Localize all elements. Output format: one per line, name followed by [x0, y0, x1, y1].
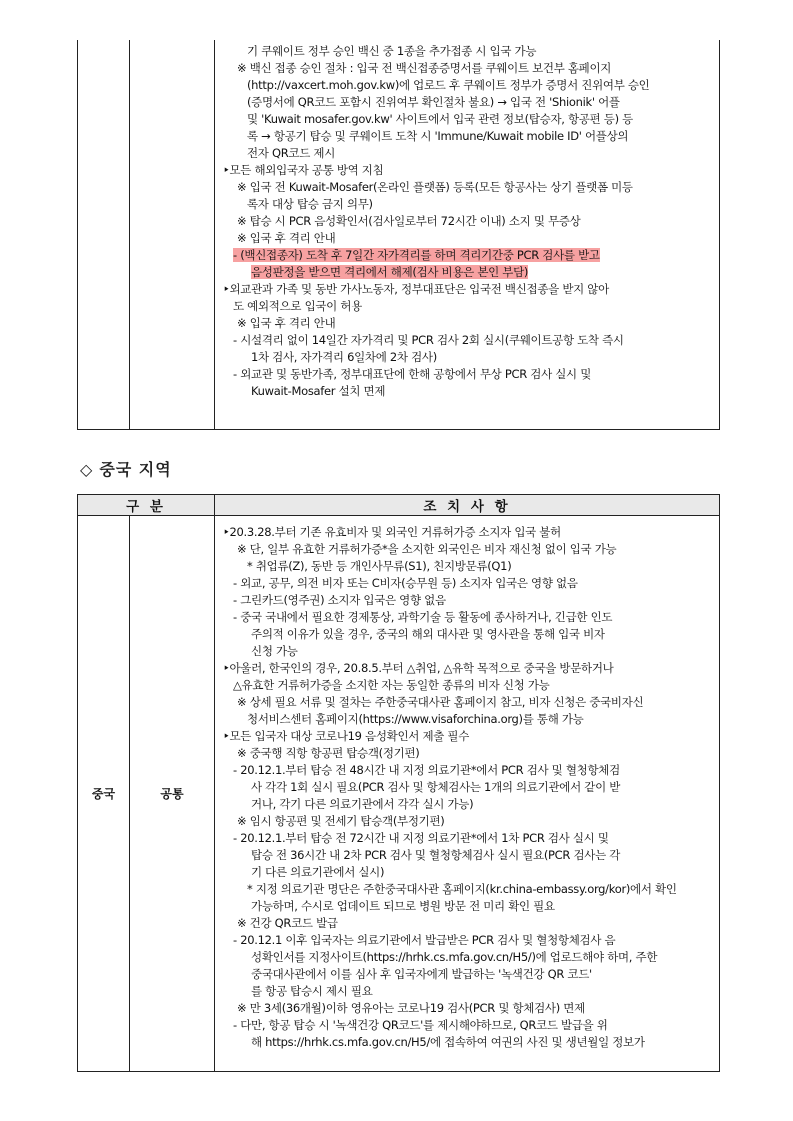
text-line [223, 196, 711, 213]
text-line [223, 915, 711, 932]
line-text: ‣모든 입국자 대상 코로나19 음성확인서 제출 필수 [223, 729, 470, 743]
line-text: - 시설격리 없이 14일간 자가격리 및 PCR 검사 2회 실시(쿠웨이트공항 도착 즉시 [233, 333, 624, 347]
line-text: ※ 입국 후 격리 안내 [237, 231, 336, 245]
text-line [223, 128, 711, 145]
line-text: 1차 검사, 자가격리 6일차에 2차 검사) [251, 350, 437, 364]
line-text: ※ 상세 필요 서류 및 절차는 주한중국대사관 홈페이지 참고, 비자 신청은 중국비자신 [237, 695, 644, 709]
header-measures: 조 치 사 항 [215, 495, 720, 516]
line-text: ※ 임시 항공편 및 전세기 탑승객(부정기편) [237, 814, 445, 828]
text-line [223, 660, 711, 677]
text-line [223, 94, 711, 111]
china-measures-table [77, 494, 720, 1072]
line-text: ‣아울러, 한국인의 경우, 20.8.5.부터 △취업, △유학 목적으로 중국을 방문하거나 [223, 661, 614, 675]
text-line [223, 162, 711, 179]
text-line [223, 60, 711, 77]
line-text: ※ 입국 후 격리 안내 [237, 316, 336, 330]
region-cell: 중국 [78, 516, 130, 1072]
text-line [223, 898, 711, 915]
line-text: 해 https://hrhk.cs.mfa.gov.cn/H5/에 접속하여 여권의 사진 및 생년월일 정보가 [251, 1035, 645, 1049]
line-text: 신청 가능 [251, 644, 298, 658]
text-line [223, 558, 711, 575]
text-line [223, 281, 711, 298]
line-text: 록자 대상 탑승 금지 의무) [247, 197, 373, 211]
line-text: △유효한 거류허가증을 소지한 자는 동일한 종류의 비자 신청 가능 [233, 678, 550, 692]
line-text: - 외교관 및 동반가족, 정부대표단에 한해 공항에서 무상 PCR 검사 실시 및 [233, 367, 592, 381]
text-line [223, 1034, 711, 1051]
text-line [223, 592, 711, 609]
text-line [223, 728, 711, 745]
text-line [223, 847, 711, 864]
text-line [223, 813, 711, 830]
line-text: 성확인서를 지정사이트(https://hrhk.cs.mfa.gov.cn/H5/)에 업로드해야 하며, 주한 [251, 950, 658, 964]
category-cell: 공통 [130, 516, 215, 1072]
text-line [223, 264, 711, 281]
measures-cell [215, 40, 720, 430]
text-line [223, 762, 711, 779]
line-text: 를 항공 탑승시 제시 필요 [251, 984, 373, 998]
text-line [223, 830, 711, 847]
line-text: 주의적 이유가 있을 경우, 중국의 해외 대사관 및 영사관을 통해 입국 비자 [251, 627, 605, 641]
table-row [78, 516, 720, 1072]
line-text: ※ 입국 전 Kuwait-Mosafer(온라인 플랫폼) 등록(모든 항공사는 상기 플랫폼 미등 [237, 180, 633, 194]
line-text: ※ 단, 일부 유효한 거류허가증*을 소지한 외국인은 비자 재신청 없이 입국 가능 [237, 542, 617, 556]
text-line [223, 609, 711, 626]
line-text: * 취업류(Z), 동반 등 개인사무류(S1), 친지방문류(Q1) [247, 559, 512, 573]
text-line [223, 949, 711, 966]
text-line [223, 779, 711, 796]
line-text: 및 'Kuwait mosafer.gov.kw' 사이트에서 입국 관련 정보(탑승자, 항공편 등) 등 [247, 112, 633, 126]
text-line [223, 711, 711, 728]
text-line [223, 524, 711, 541]
text-line [223, 966, 711, 983]
header-division: 구 분 [78, 495, 215, 516]
text-line [223, 179, 711, 196]
region-cell [78, 40, 130, 430]
text-line [223, 1017, 711, 1034]
category-cell [130, 40, 215, 430]
line-text: ‣모든 해외입국자 공통 방역 지침 [223, 163, 384, 177]
line-text: ※ 건강 QR코드 발급 [237, 916, 338, 930]
measures-cell [215, 516, 720, 1072]
text-line [223, 111, 711, 128]
line-text: - 중국 국내에서 필요한 경제통상, 과학기술 등 활동에 종사하거나, 긴급한 인도 [233, 610, 613, 624]
diamond-icon: ◇ [80, 460, 94, 479]
line-text: ‣외교관과 가족 및 동반 가사노동자, 정부대표단은 입국전 백신접종을 받지 않아 [223, 282, 609, 296]
text-line [223, 349, 711, 366]
text-line [223, 1000, 711, 1017]
text-line [223, 230, 711, 247]
text-line [223, 315, 711, 332]
line-text: - 다만, 항공 탑승 시 '녹색건강 QR코드'를 제시해야하므로, QR코드 발급을 위 [233, 1018, 608, 1032]
line-text: 기 다른 의료기관에서 실시) [251, 865, 385, 879]
table-header-row [78, 495, 720, 516]
text-line [223, 932, 711, 949]
line-text: 도 예외적으로 입국이 허용 [233, 299, 362, 313]
text-line [223, 366, 711, 383]
text-line [223, 626, 711, 643]
text-line [223, 298, 711, 315]
text-line [223, 745, 711, 762]
line-text: 청서비스센터 홈페이지(https://www.visaforchina.org)를 통해 가능 [247, 712, 584, 726]
line-text: ※ 백신 접종 승인 절차 : 입국 전 백신접종증명서를 쿠웨이트 보건부 홈페이지 [237, 61, 612, 75]
line-text: 탑승 전 36시간 내 2차 PCR 검사 및 혈청항체검사 실시 필요(PCR 검사는 각 [251, 848, 621, 862]
line-text: - 외교, 공무, 의전 비자 또는 C비자(승무원 등) 소지자 입국은 영향 없음 [233, 576, 578, 590]
text-line [223, 77, 711, 94]
line-text: 기 쿠웨이트 정부 승인 백신 중 1종을 추가접종 시 입국 가능 [247, 44, 537, 58]
line-text: ※ 중국행 직항 항공편 탑승객(정기편) [237, 746, 420, 760]
text-line [223, 247, 711, 264]
line-text: - 그린카드(영주권) 소지자 입국은 영향 없음 [233, 593, 446, 607]
line-text: 음성판정을 받으면 격리에서 해제(검사 비용은 본인 부담) [251, 265, 529, 279]
line-text: - 20.12.1.부터 탑승 전 72시간 내 지정 의료기관*에서 1차 PCR 검사 실시 및 [233, 831, 609, 845]
line-text: ‣20.3.28.부터 기존 유효비자 및 외국인 거류허가증 소지자 입국 불허 [223, 525, 561, 539]
line-text: 사 각각 1회 실시 필요(PCR 검사 및 항체검사는 1개의 의료기관에서 같이 받 [251, 780, 621, 794]
text-line [223, 643, 711, 660]
line-text: - (백신접종자) 도착 후 7일간 자가격리를 하며 격리기간중 PCR 검사를 받고 [233, 248, 600, 262]
text-line [223, 541, 711, 558]
line-text: * 지정 의료기관 명단은 주한중국대사관 홈페이지(kr.china-embassy.org/kor)에서 확인 [247, 882, 677, 896]
line-text: ※ 만 3세(36개월)이하 영유아는 코로나19 검사(PCR 및 항체검사) 면제 [237, 1001, 585, 1015]
line-text: 가능하며, 수시로 업데이트 되므로 병원 방문 전 미리 확인 필요 [251, 899, 555, 913]
text-line [223, 677, 711, 694]
text-line [223, 332, 711, 349]
line-text: 거나, 각기 다른 의료기관에서 각각 실시 가능) [251, 797, 474, 811]
line-text: - 20.12.1 이후 입국자는 의료기관에서 발급받은 PCR 검사 및 혈청항체검사 음 [233, 933, 616, 947]
line-text: 전자 QR코드 제시 [247, 146, 336, 160]
text-line [223, 213, 711, 230]
line-text: 록 → 항공기 탑승 및 쿠웨이트 도착 시 'Immune/Kuwait mobile ID' 어플상의 [247, 129, 629, 143]
text-line [223, 881, 711, 898]
text-line [223, 796, 711, 813]
section-title-text: 중국 지역 [99, 460, 172, 479]
kuwait-continuation-table [77, 40, 720, 430]
text-line [223, 145, 711, 162]
line-text: (http://vaxcert.moh.gov.kw)에 업로드 후 쿠웨이트 정부가 증명서 진위여부 승인 [247, 78, 650, 92]
line-text: ※ 탑승 시 PCR 음성확인서(검사일로부터 72시간 이내) 소지 및 무증상 [237, 214, 581, 228]
line-text: (증명서에 QR코드 포함시 진위여부 확인절차 불요) → 입국 전 'Shionik' 어플 [247, 95, 620, 109]
text-line [223, 864, 711, 881]
text-line [223, 383, 711, 400]
line-text: Kuwait-Mosafer 설치 면제 [251, 384, 386, 398]
text-line [223, 43, 711, 60]
text-line [223, 575, 711, 592]
section-title [80, 457, 172, 480]
text-line [223, 983, 711, 1000]
line-text: 중국대사관에서 이를 심사 후 입국자에게 발급하는 '녹색건강 QR 코드' [251, 967, 592, 981]
line-text: - 20.12.1.부터 탑승 전 48시간 내 지정 의료기관*에서 PCR 검사 및 혈청항체검 [233, 763, 620, 777]
text-line [223, 694, 711, 711]
